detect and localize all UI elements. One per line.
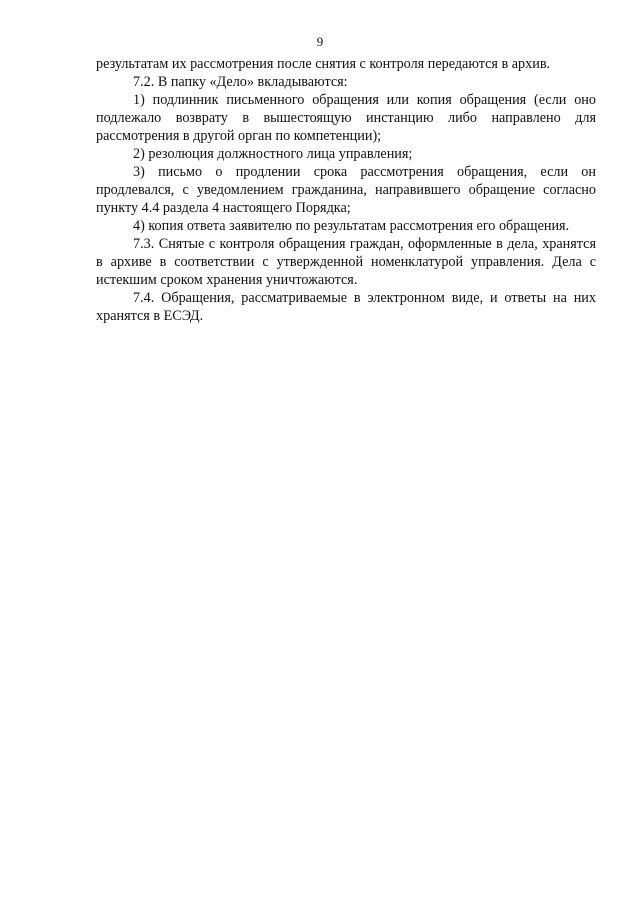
document-body xyxy=(96,55,596,325)
paragraph-7-2-heading: 7.2. В папку «Дело» вкладываются: xyxy=(133,74,348,90)
paragraph-7-4: 7.4. Обращения, рассматриваемые в электронном виде, и ответы на них хранятся в ЕСЭД. xyxy=(96,290,596,324)
list-item-1: 1) подлинник письменного обращения или копия обращения (если оно подлежало возврату в вышестоящую инстанцию либо направлено для рассмотрения в другой орган по компетенции); xyxy=(96,92,596,144)
paragraph-7-3: 7.3. Снятые с контроля обращения граждан, оформленные в дела, хранятся в архиве в соответствии с утвержденной номенклатурой управления. Дела с истекшим сроком хранения уничтожаются. xyxy=(96,236,596,288)
list-item-4: 4) копия ответа заявителю по результатам рассмотрения его обращения. xyxy=(133,218,570,234)
page-number: 9 xyxy=(316,34,324,49)
paragraph-continuation: результатам их рассмотрения после снятия с контроля передаются в архив. xyxy=(96,56,551,72)
list-item-2: 2) резолюция должностного лица управления; xyxy=(133,146,413,162)
list-item-3: 3) письмо о продлении срока рассмотрения обращения, если он продлевался, с уведомлением гражданина, направившего обращение согласно пункту 4.4 раздела 4 настоящего Порядка; xyxy=(96,164,596,216)
